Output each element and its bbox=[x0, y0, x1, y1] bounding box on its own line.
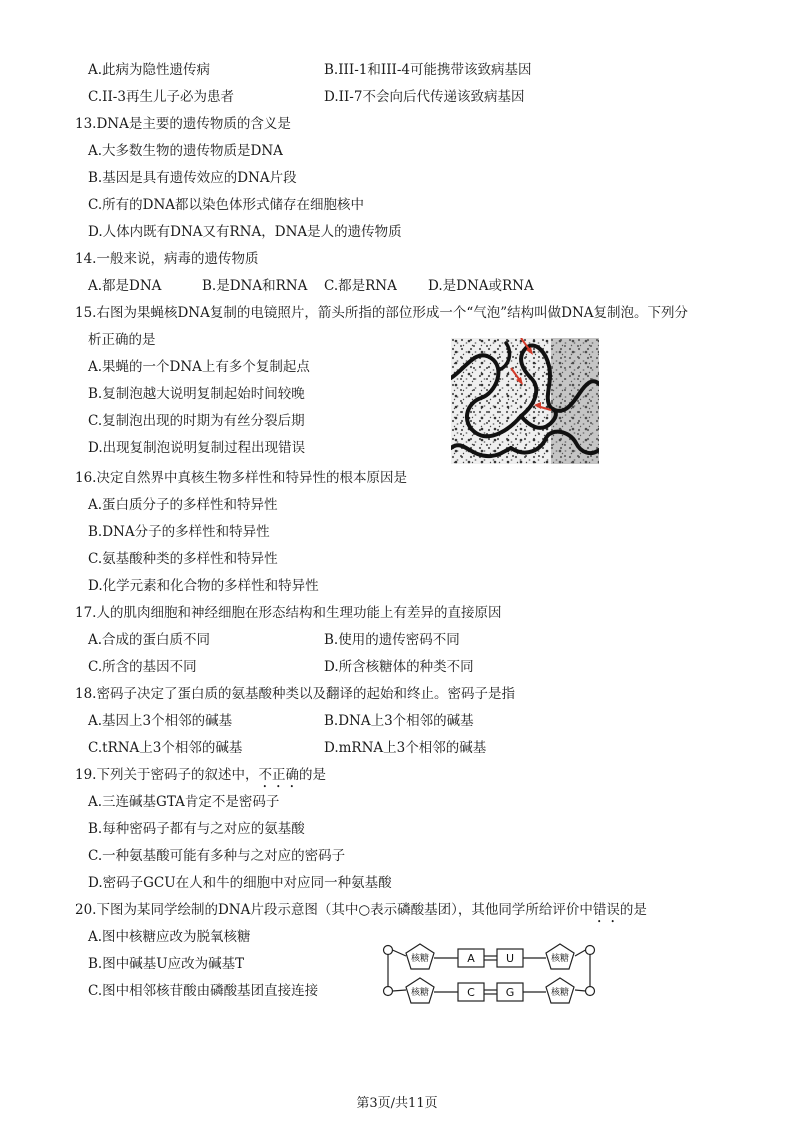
phosphate-circle bbox=[586, 987, 595, 996]
dna-replication-micrograph bbox=[451, 338, 599, 464]
q12-option-c: C.II-3再生儿子必为患者 bbox=[88, 89, 234, 105]
q18-option-b: B.DNA上3个相邻的碱基 bbox=[324, 713, 474, 729]
q14-option-a: A.都是DNA bbox=[88, 278, 162, 294]
q15-stem-line2: 析正确的是 bbox=[88, 332, 156, 348]
q16-option-a: A.蛋白质分子的多样性和特异性 bbox=[88, 497, 278, 513]
q15-option-b: B.复制泡越大说明复制起始时间较晚 bbox=[88, 386, 305, 402]
q20-option-b: B.图中碱基U应改为碱基T bbox=[88, 956, 245, 972]
q13-option-a: A.大多数生物的遗传物质是DNA bbox=[88, 143, 283, 159]
base-label: G bbox=[505, 986, 515, 999]
q20-option-c: C.图中相邻核苷酸由磷酸基团直接连接 bbox=[88, 983, 319, 999]
dna-fragment-diagram bbox=[378, 940, 602, 1012]
base-label: C bbox=[467, 986, 475, 999]
q18-stem: 18.密码子决定了蛋白质的氨基酸种类以及翻译的起始和终止。密码子是指 bbox=[75, 686, 515, 702]
phosphate-circle bbox=[586, 946, 595, 955]
q19-stem: 19.下列关于密码子的叙述中，不正确的是 bbox=[75, 767, 326, 783]
q15-option-a: A.果蝇的一个DNA上有多个复制起点 bbox=[88, 359, 310, 375]
q17-option-b: B.使用的遗传密码不同 bbox=[324, 632, 460, 648]
page-footer: 第3页/共11页 bbox=[356, 1096, 438, 1111]
q17-option-a: A.合成的蛋白质不同 bbox=[88, 632, 211, 648]
q18-option-c: C.tRNA上3个相邻的碱基 bbox=[88, 740, 243, 756]
q19-emphasis: 不正确 bbox=[258, 767, 299, 783]
q16-stem: 16.决定自然界中真核生物多样性和特异性的根本原因是 bbox=[75, 470, 407, 486]
sugar-label: 核糖 bbox=[550, 954, 570, 964]
q16-option-c: C.氨基酸种类的多样性和特异性 bbox=[88, 551, 278, 567]
q17-option-c: C.所含的基因不同 bbox=[88, 659, 197, 675]
q19-option-a: A.三连碱基GTA肯定不是密码子 bbox=[88, 794, 280, 810]
q16-option-b: B.DNA分子的多样性和特异性 bbox=[88, 524, 270, 540]
q15-option-d: D.出现复制泡说明复制过程出现错误 bbox=[88, 440, 306, 456]
q19-option-d: D.密码子GCU在人和牛的细胞中对应同一种氨基酸 bbox=[88, 875, 392, 891]
q14-option-c: C.都是RNA bbox=[324, 278, 397, 294]
base-label: A bbox=[467, 952, 475, 965]
q19-option-b: B.每种密码子都有与之对应的氨基酸 bbox=[88, 821, 305, 837]
sugar-label: 核糖 bbox=[410, 988, 430, 998]
phosphate-circle bbox=[384, 946, 393, 955]
q15-stem-line1: 15.右图为果蝇核DNA复制的电镜照片，箭头所指的部位形成一个“气泡”结构叫做DNA复制泡。下列分 bbox=[75, 305, 689, 321]
sugar-label: 核糖 bbox=[550, 988, 570, 998]
q18-option-a: A.基因上3个相邻的碱基 bbox=[88, 713, 233, 729]
q13-option-b: B.基因是具有遗传效应的DNA片段 bbox=[88, 170, 297, 186]
q12-option-d: D.II-7不会向后代传递该致病基因 bbox=[324, 89, 525, 105]
q14-stem: 14.一般来说，病毒的遗传物质 bbox=[75, 251, 259, 267]
q20-emphasis: 错误 bbox=[592, 902, 620, 918]
base-label: U bbox=[505, 952, 515, 965]
q19-option-c: C.一种氨基酸可能有多种与之对应的密码子 bbox=[88, 848, 346, 864]
q18-option-d: D.mRNA上3个相邻的碱基 bbox=[324, 740, 487, 756]
q13-stem: 13.DNA是主要的遗传物质的含义是 bbox=[75, 116, 291, 132]
sugar-label: 核糖 bbox=[410, 954, 430, 964]
phosphate-circle bbox=[384, 987, 393, 996]
q14-option-d: D.是DNA或RNA bbox=[428, 278, 534, 294]
q15-option-c: C.复制泡出现的时期为有丝分裂后期 bbox=[88, 413, 305, 429]
q17-option-d: D.所含核糖体的种类不同 bbox=[324, 659, 474, 675]
q12-option-b: B.III-1和III-4可能携带该致病基因 bbox=[324, 62, 532, 78]
q14-option-b: B.是DNA和RNA bbox=[202, 278, 308, 294]
q13-option-c: C.所有的DNA都以染色体形式储存在细胞核中 bbox=[88, 197, 365, 213]
q16-option-d: D.化学元素和化合物的多样性和特异性 bbox=[88, 578, 319, 594]
q12-option-a: A.此病为隐性遗传病 bbox=[88, 62, 211, 78]
q20-option-a: A.图中核糖应改为脱氧核糖 bbox=[88, 929, 251, 945]
q20-stem: 20.下图为某同学绘制的DNA片段示意图（其中○表示磷酸基团），其他同学所给评价中错误的是 bbox=[75, 902, 647, 918]
q17-stem: 17.人的肌肉细胞和神经细胞在形态结构和生理功能上有差异的直接原因 bbox=[75, 605, 502, 621]
q13-option-d: D.人体内既有DNA又有RNA，DNA是人的遗传物质 bbox=[88, 224, 402, 240]
